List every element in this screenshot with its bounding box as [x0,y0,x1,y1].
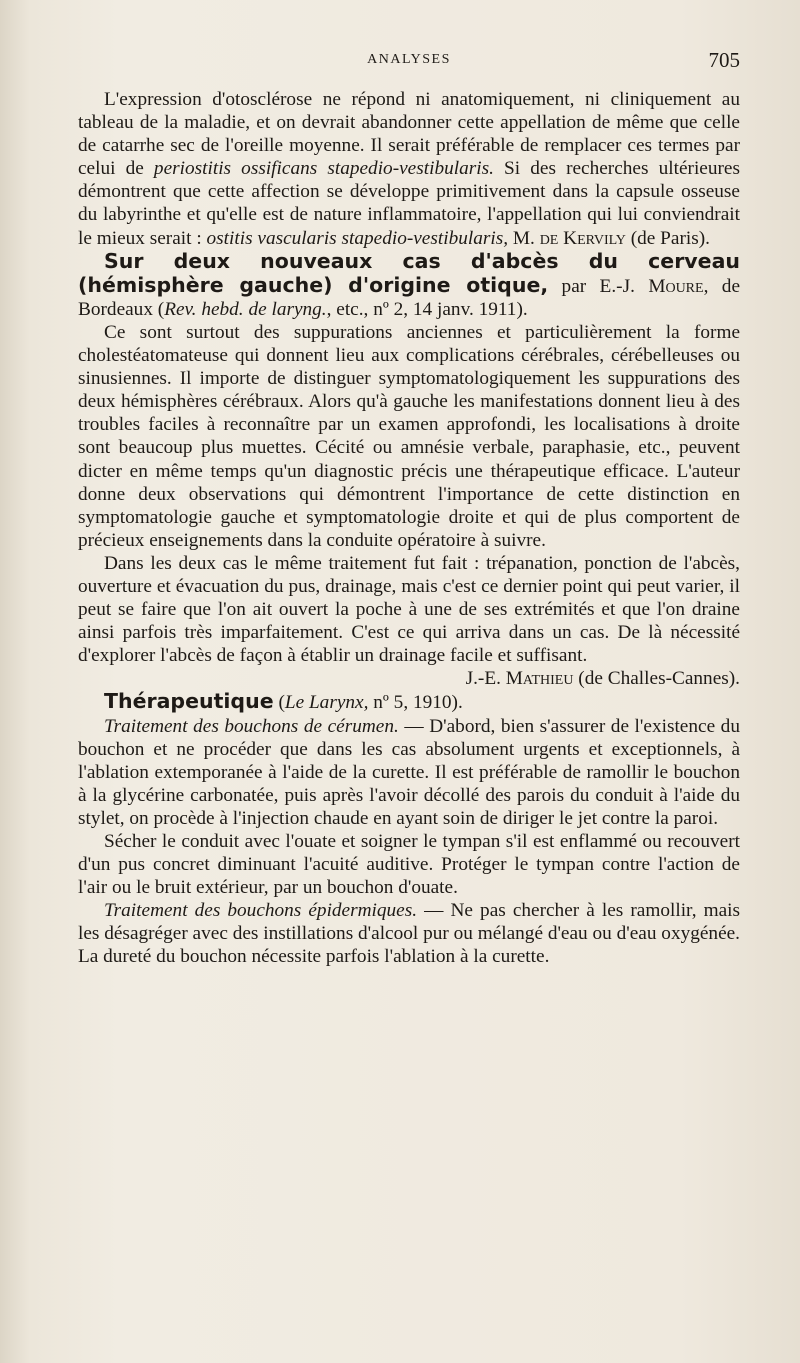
otosclerose-paragraph [78,88,740,250]
otosclerose-text-2: Si des recherches ultérieures démontrent que cette affection se développe primitivement dans la capsule osseuse du labyrinthe et qu'elle est de nature inflammatoire, l'appellation qui lui conviendrait le mieux serait : [78,158,740,249]
cerumen-text: — D'abord, bien s'assurer de l'existence du bouchon et ne procéder que dans les cas absolument urgents et exceptionnels, à l'ablation extemporanée à l'aide de la curette. Il est préférable de ramollir le bouchon à la glycérine carbonatée, puis après l'avoir décollé des parois du conduit à l'aide du stylet, on procède à l'injection chaude en ayant soin de diriger le jet contre la paroi. [78,715,740,829]
epidermiques-subtitle: Traitement des bouchons épidermiques. [104,900,418,922]
cerumen-subtitle: Traitement des bouchons de cérumen. [104,715,399,737]
page-number: 705 [708,48,740,72]
abces-paragraph-1: Ce sont surtout des suppurations anciennes et particulièrement la forme cholestéatomateuse qui donnent lieu aux complications cérébrales, cérébelleuses ou sinusiennes. Il importe de distinguer symptomatologiquement les suppurations des deux hémisphères cérébraux. Alors qu'à gauche les manifestations donnent lieu à des troubles faciles à reconnaître par un examen approfondi, les localisations à droite sont beaucoup plus muettes. Cécité ou amnésie verbale, paraphasie, etc., peuvent dicter en même temps qu'un diagnostic précis une thérapeutique efficace. L'auteur donne deux observations qui démontrent l'importance de cette distinction en symptomatologie gauche et symptomatologie droite et qui de plus comportent de précieux enseignements dans la conduite opératoire à suivre. [78,321,740,551]
page-header [78,48,740,78]
cerumen-paragraph [78,715,740,830]
running-head: ANALYSES [367,52,451,67]
therapeutique-journal: Le Larynx, [284,692,369,714]
otosclerose-text-1: L'expression d'otosclérose ne répond ni anatomiquement, ni cliniquement au tableau de la maladie, et on devrait abandonner cette appellation de même que celle de catarrhe sec de l'oreille moyenne. Il serait préférable de remplacer ces termes par celui de [78,89,740,180]
otosclerose-signature: M. de Kervily (de Paris). [512,227,710,249]
abces-author: Moure, [648,275,709,297]
signature-name: de Kervily [539,227,626,249]
therapeutique-reference: (Le Larynx, nº 5, 1910). [278,692,463,714]
therapeutique-heading [78,690,740,714]
epidermiques-paragraph [78,899,740,968]
abces-reference: (Rev. hebd. de laryng., etc., nº 2, 14 janv. 1911). [157,298,528,320]
abces-paragraph-2: Dans les deux cas le même traitement fut fait : trépanation, ponction de l'abcès, ouverture et évacuation du pus, drainage, mais c'est ce dernier point qui peut varier, il peut se faire que l'on ait ouvert la poche à une de ses extrémités et que l'on draine ainsi parfois très imparfaitement. C'est ce qui arriva dans un cas. De là nécessité d'explorer l'abcès de façon à établir un drainage facile et suffisant. [78,552,740,667]
abces-title: Sur deux nouveaux cas d'abcès du cerveau (hémisphère gauche) d'origine otique, [78,248,740,297]
otosclerose-term-1: periostitis ossificans stapedio-vestibularis. [153,158,494,180]
abces-heading [78,250,740,321]
otosclerose-term-2: ostitis vascularis stapedio-vestibularis, [206,227,509,249]
abces-signature: J.-E. Mathieu (de Challes-Cannes). [465,668,740,690]
epidermiques-text: — Ne pas chercher à les ramollir, mais les désagréger avec des instillations d'alcool pur ou mélangé d'eau ou d'eau oxygénée. La dureté du bouchon nécessite parfois l'ablation à la curette. [78,900,741,968]
cerumen-paragraph-2: Sécher le conduit avec l'ouate et soigner le tympan s'il est enflammé ou recouvert d'un pus concret diminuant l'acuité auditive. Protéger le tympan contre l'action de l'air ou le bruit extérieur, par un bouchon d'ouate. [78,831,740,899]
therapeutique-title: Thérapeutique [104,689,274,714]
abces-author-place: de Bordeaux [78,275,740,320]
abces-journal: Rev. hebd. de laryng. [164,298,327,320]
article-body [78,88,740,969]
abces-author-prefix: par E.-J. [561,275,635,297]
signature-name: Mathieu [505,668,574,690]
